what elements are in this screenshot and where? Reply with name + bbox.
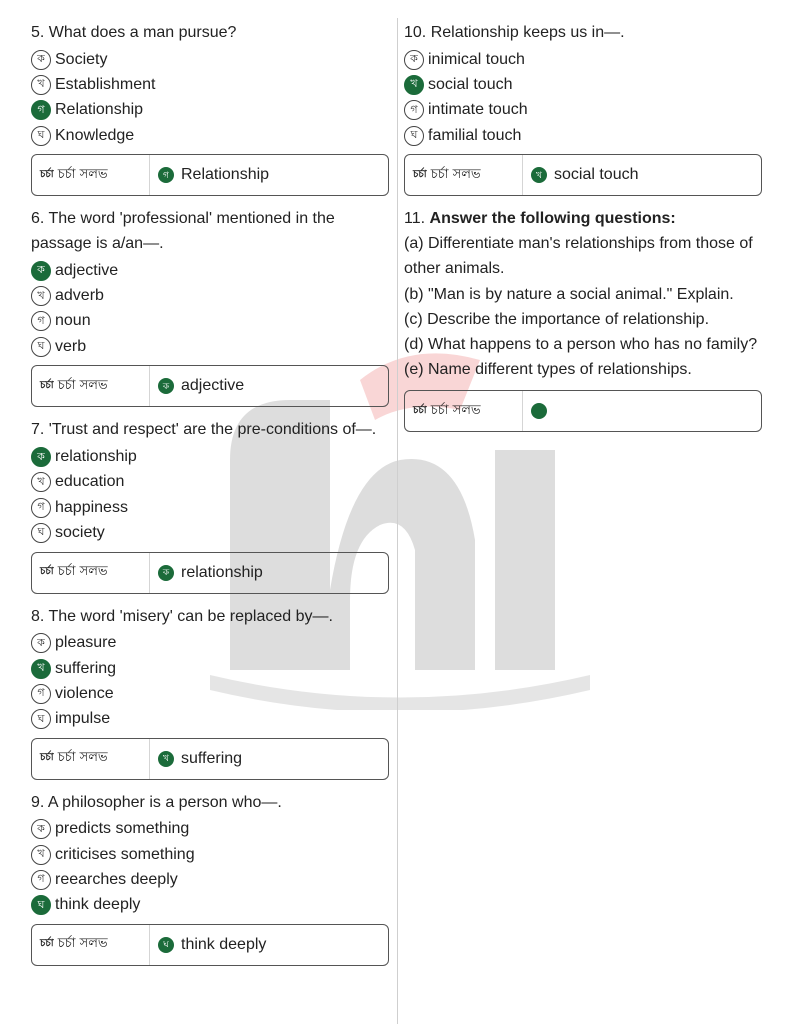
question-text: 5. What does a man pursue? <box>31 24 237 41</box>
answer-tag-label: চর্চা সলভ <box>57 750 108 766</box>
option-mark: ক <box>31 633 51 653</box>
answer-box <box>404 390 762 432</box>
option-mark: গ <box>31 100 51 120</box>
option-mark: ক <box>31 50 51 70</box>
option-text: adverb <box>55 287 104 305</box>
options-list <box>31 444 389 545</box>
right-column <box>404 20 762 442</box>
option-text: violence <box>55 684 114 702</box>
option-text: impulse <box>55 710 111 728</box>
option-item[interactable] <box>404 72 762 97</box>
question-heading <box>404 206 762 231</box>
option-item[interactable] <box>31 444 389 469</box>
answer-value <box>150 936 266 954</box>
option-item[interactable] <box>31 72 389 97</box>
option-item[interactable] <box>31 681 389 706</box>
option-item[interactable] <box>31 817 389 842</box>
answer-text: think deeply <box>181 935 267 953</box>
option-text: think deeply <box>55 896 141 914</box>
option-item[interactable] <box>31 283 389 308</box>
answer-value <box>523 403 554 419</box>
logo-icon: চর্চা <box>40 938 54 950</box>
option-item[interactable] <box>31 706 389 731</box>
option-item[interactable] <box>31 334 389 359</box>
answer-tag-label: চর্চা সলভ <box>430 402 481 418</box>
option-text: inimical touch <box>428 50 525 68</box>
answer-tag <box>405 391 523 431</box>
option-text: intimate touch <box>428 101 528 119</box>
option-item[interactable] <box>31 258 389 283</box>
logo-icon: চর্চা <box>413 404 427 416</box>
question-text: 8. The word 'misery' can be replaced by—. <box>31 607 333 625</box>
option-item[interactable] <box>31 47 389 72</box>
answer-tag <box>32 155 150 195</box>
option-text: society <box>55 523 105 541</box>
logo-icon: চর্চা <box>413 168 427 180</box>
option-item[interactable] <box>31 495 389 520</box>
options-list <box>31 47 389 148</box>
option-mark: ঘ <box>31 126 51 146</box>
subquestion-text: (a) Differentiate man's relationships from those of other animals. <box>404 235 753 278</box>
answer-tag-label: চর্চা সলভ <box>430 166 481 182</box>
answer-box <box>31 154 389 196</box>
option-mark: খ <box>31 659 51 679</box>
logo-icon: চর্চা <box>40 168 54 180</box>
option-text: familial touch <box>428 126 522 144</box>
option-item[interactable] <box>404 123 762 148</box>
option-text: relationship <box>55 448 137 466</box>
question-block <box>31 604 389 780</box>
column-divider <box>397 18 398 1024</box>
option-text: suffering <box>55 659 117 677</box>
answer-mark: খ <box>531 167 547 183</box>
question-text: 10. Relationship keeps us in—. <box>404 24 625 41</box>
answer-mark: ঘ <box>158 937 174 953</box>
question-text: 7. 'Trust and respect' are the pre-conditions of—. <box>31 421 377 439</box>
option-item[interactable] <box>31 656 389 681</box>
option-text: noun <box>55 312 91 330</box>
option-mark: গ <box>31 684 51 704</box>
option-mark: ঘ <box>404 126 424 146</box>
option-item[interactable] <box>31 470 389 495</box>
option-mark: খ <box>31 75 51 95</box>
answer-mark: খ <box>158 751 174 767</box>
option-mark: খ <box>404 75 424 95</box>
option-text: Knowledge <box>55 126 135 144</box>
answer-tag-label: চর্চা সলভ <box>57 564 108 580</box>
answer-tag <box>32 739 150 779</box>
option-text: Establishment <box>55 75 156 93</box>
answer-value <box>150 166 269 184</box>
question-block <box>31 417 389 593</box>
option-text: social touch <box>428 75 513 93</box>
answer-box <box>31 738 389 780</box>
answer-value <box>150 377 244 395</box>
option-text: verb <box>55 337 87 355</box>
option-mark: ঘ <box>31 895 51 915</box>
question-heading-text: Answer the following questions: <box>429 210 676 228</box>
answer-box <box>404 154 762 196</box>
option-text: happiness <box>55 498 128 516</box>
answer-mark: ক <box>158 565 174 581</box>
option-item[interactable] <box>404 47 762 72</box>
option-item[interactable] <box>31 893 389 918</box>
answer-value <box>150 750 242 768</box>
option-text: criticises something <box>55 845 195 863</box>
option-item[interactable] <box>31 631 389 656</box>
answer-tag <box>32 366 150 406</box>
question-text: 6. The word 'professional' mentioned in the passage is a/an—. <box>31 210 335 253</box>
option-mark: ক <box>31 261 51 281</box>
option-text: predicts something <box>55 820 190 838</box>
answer-text: relationship <box>181 563 263 581</box>
option-mark: খ <box>31 472 51 492</box>
logo-icon: চর্চা <box>40 566 54 578</box>
option-text: education <box>55 473 125 491</box>
answer-mark: গ <box>158 167 174 183</box>
answer-tag <box>32 553 150 593</box>
question-block <box>31 206 389 407</box>
answer-box <box>31 365 389 407</box>
answer-text: suffering <box>181 749 243 767</box>
option-text: Society <box>55 50 108 68</box>
answer-mark: ক <box>158 378 174 394</box>
question-block <box>31 790 389 966</box>
option-mark: খ <box>31 286 51 306</box>
option-mark: গ <box>404 100 424 120</box>
option-mark: ক <box>31 819 51 839</box>
option-text: Relationship <box>55 101 144 119</box>
subquestion-text: (e) Name different types of relationships. <box>404 361 692 379</box>
option-item[interactable] <box>31 98 389 123</box>
option-mark: ঘ <box>31 523 51 543</box>
question-block <box>31 20 389 196</box>
option-text: pleasure <box>55 634 117 652</box>
option-mark: খ <box>31 845 51 865</box>
option-item[interactable] <box>31 520 389 545</box>
option-text: reearches deeply <box>55 870 178 888</box>
option-mark: ক <box>404 50 424 70</box>
answer-box <box>31 552 389 594</box>
subquestion-text: (c) Describe the importance of relationship. <box>404 310 710 328</box>
answer-tag-label: চর্চা সলভ <box>57 936 108 952</box>
answer-tag-label: চর্চা সলভ <box>57 166 108 182</box>
answer-tag <box>405 155 523 195</box>
question-block <box>404 20 762 196</box>
answer-value <box>150 564 263 582</box>
option-mark: ক <box>31 447 51 467</box>
answer-tag <box>32 925 150 965</box>
option-mark: গ <box>31 498 51 518</box>
answer-box <box>31 924 389 966</box>
option-mark: ঘ <box>31 337 51 357</box>
option-text: adjective <box>55 261 119 279</box>
subquestion-text: (b) "Man is by nature a social animal." Explain. <box>404 285 734 303</box>
left-column <box>31 20 389 976</box>
question-block <box>404 206 762 432</box>
answer-text: social touch <box>554 166 639 184</box>
question-number: 11. <box>404 210 426 228</box>
option-mark: ঘ <box>31 709 51 729</box>
options-list <box>31 817 389 918</box>
options-list <box>404 47 762 148</box>
option-item[interactable] <box>31 123 389 148</box>
options-list <box>31 258 389 359</box>
logo-icon: চর্চা <box>40 379 54 391</box>
answer-text: Relationship <box>181 166 270 184</box>
option-item[interactable] <box>31 867 389 892</box>
option-mark: গ <box>31 870 51 890</box>
options-list <box>31 631 389 732</box>
subquestion-list <box>404 231 762 382</box>
question-text: 9. A philosopher is a person who—. <box>31 793 282 811</box>
option-item[interactable] <box>404 98 762 123</box>
answer-text: adjective <box>181 377 245 395</box>
answer-mark <box>531 403 547 419</box>
subquestion-text: (d) What happens to a person who has no family? <box>404 336 758 353</box>
logo-icon: চর্চা <box>40 752 54 764</box>
option-mark: গ <box>31 311 51 331</box>
option-item[interactable] <box>31 309 389 334</box>
option-item[interactable] <box>31 842 389 867</box>
answer-tag-label: চর্চা সলভ <box>57 377 108 393</box>
answer-value <box>523 166 639 184</box>
